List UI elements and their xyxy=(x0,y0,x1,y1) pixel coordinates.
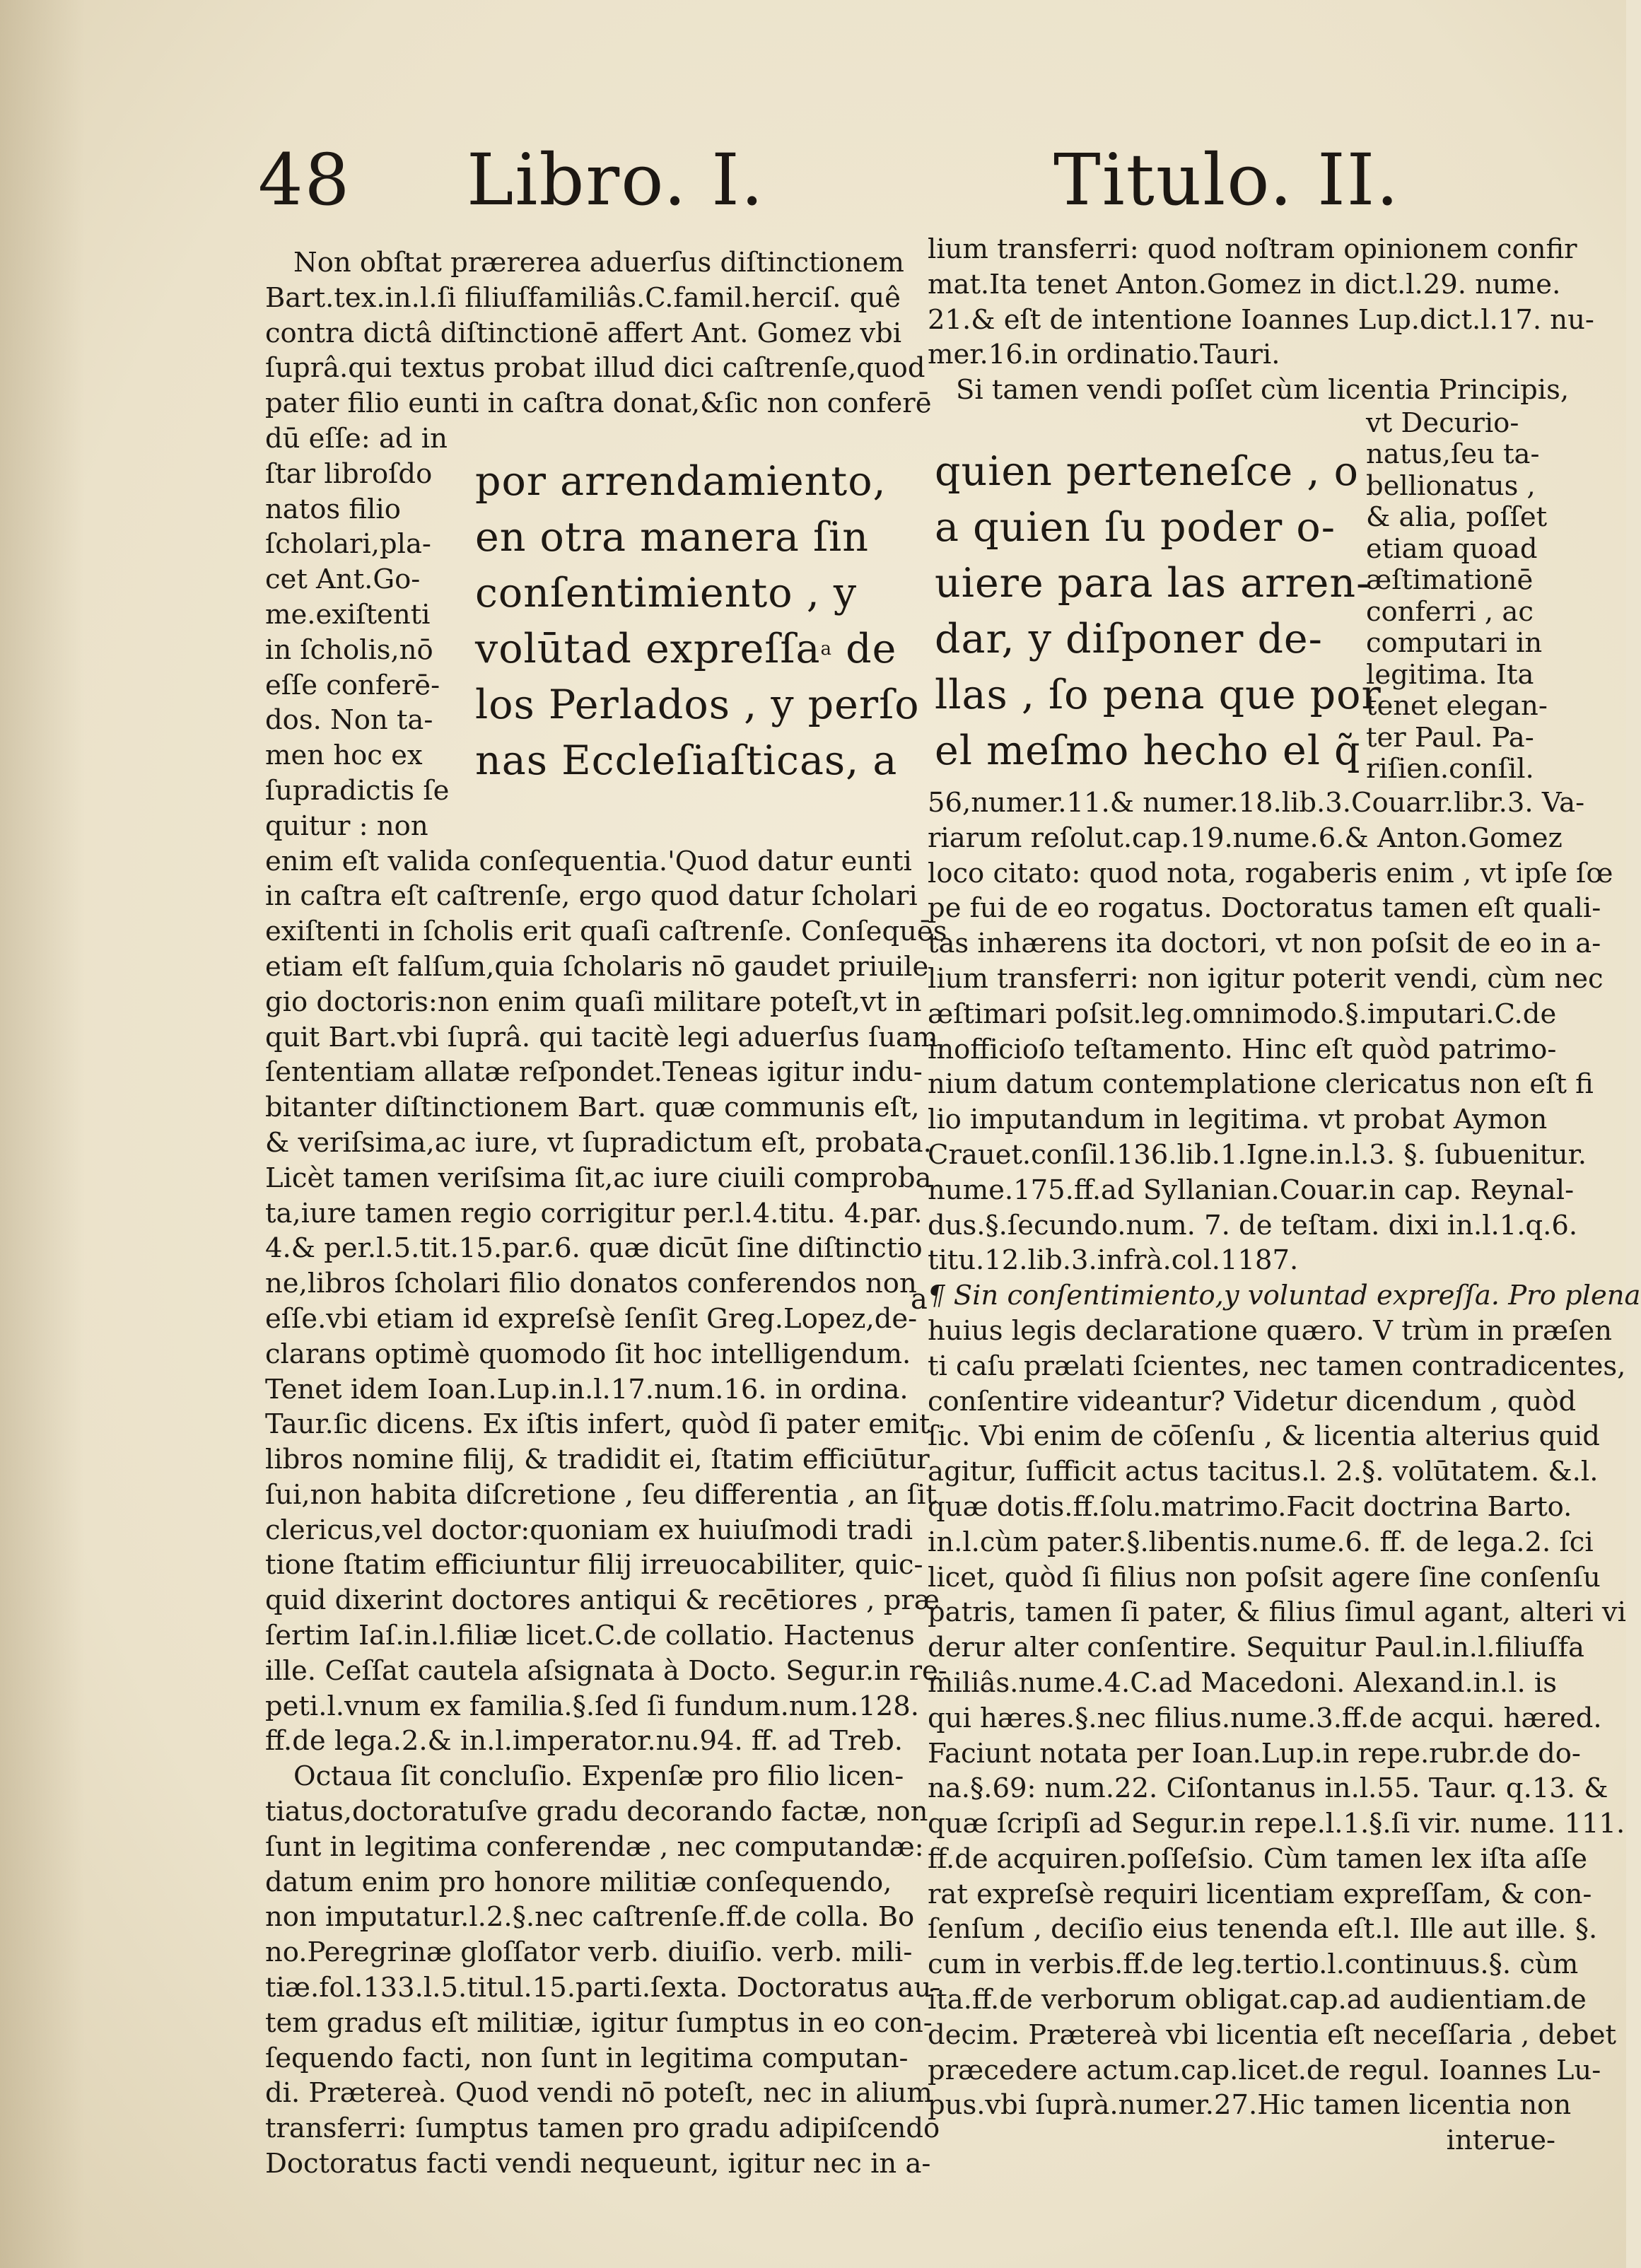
text-line: ne,libros ſcholari filio donatos conferendos non xyxy=(265,1268,917,1300)
text-line: dus.§.ſecundo.num. 7. de teſtam. dixi in.l.1.q.6. xyxy=(928,1209,1578,1241)
text-line: ter Paul. Pa- xyxy=(1366,721,1534,754)
text-line: natos filio xyxy=(265,493,401,525)
text-line: non imputatur.l.2.§.nec caſtrenſe.ff.de colla. Bo xyxy=(265,1901,915,1934)
text-line: transferri: ſumptus tamen pro gradu adipiſcendo xyxy=(265,2112,940,2145)
text-line: tione ſtatim efficiuntur filij irreuocabiliter, quic- xyxy=(265,1549,923,1582)
law-line xyxy=(475,621,920,677)
text-line: tenet elegan- xyxy=(1366,690,1548,723)
text-line: Octaua ſit concluſio. Expenſæ pro filio licen- xyxy=(293,1760,904,1793)
text-line: na.§.69: num.22. Ciſontanus in.l.55. Taur. q.13. & xyxy=(928,1772,1608,1805)
law-line: por arrendamiento, xyxy=(475,458,887,505)
text-line: æſtimationē xyxy=(1366,564,1534,597)
text-line: Crauet.conſil.136.lib.1.Igne.in.l.3. §. ſubuenitur. xyxy=(928,1138,1587,1171)
text-line: derur alter conſentire. Sequitur Paul.in.l.filiuſfa xyxy=(928,1632,1585,1664)
law-line: conſentimiento , y xyxy=(475,570,858,616)
text-line: etiam quoad xyxy=(1366,532,1538,565)
text-line: me.exiſtenti xyxy=(265,598,431,631)
text-line: clarans optimè quomodo ſit hoc intelligendum. xyxy=(265,1338,911,1370)
text-line: dos. Non ta- xyxy=(265,704,433,737)
text-line: enim eſt valida conſequentia.'Quod datur eunti xyxy=(265,845,912,877)
text-line: quid dixerint doctores antiqui & recētiores , præ xyxy=(265,1584,940,1617)
text-line: no.Peregrinæ gloſſator verb. diuiſio. verb. mili- xyxy=(265,1936,913,1969)
running-head-book: Libro. I. xyxy=(467,139,765,221)
text-line: conſentire videantur? Videtur dicendum , quòd xyxy=(928,1385,1577,1418)
text-line: & alia, poſſet xyxy=(1366,501,1548,534)
text-line: lium transferri: non igitur poterit vendi, cùm nec xyxy=(928,962,1604,995)
law-line: los Perlados , y perſo xyxy=(475,682,920,728)
text-line: ſenſum , deciſio eius tenenda eſt.l. Ille aut ille. §. xyxy=(928,1913,1598,1946)
text-line: ſertim Iaſ.in.l.filiæ licet.C.de collatio. Hactenus xyxy=(265,1620,915,1652)
text-line: Bart.tex.in.l.ſi filiuſfamiliâs.C.famil.herciſ. quê xyxy=(265,281,901,314)
text-line: miliâs.nume.4.C.ad Macedoni. Alexand.in.l. is xyxy=(928,1666,1557,1699)
text-line: quit Bart.vbi ſuprâ. qui tacitè legi aduerſus ſuam xyxy=(265,1021,938,1053)
law-line: nas Eccleſiaſticas, a xyxy=(475,737,898,784)
text-line: quæ dotis.ff.ſolu.matrimo.Facit doctrina Barto. xyxy=(928,1490,1572,1523)
text-line: ta,iure tamen regio corrigitur per.l.4.titu. 4.par. xyxy=(265,1197,923,1229)
text-line: ſtar libroſdo xyxy=(265,457,433,490)
text-line: eſſe.vbi etiam id expreſsè ſenſit Greg.Lopez,de- xyxy=(265,1302,918,1335)
text-line: di. Prætereà. Quod vendi nō poteſt, nec in alium xyxy=(265,2077,933,2110)
text-line: mat.Ita tenet Anton.Gomez in dict.l.29. nume. xyxy=(928,268,1561,300)
text-line: pus.vbi ſuprà.numer.27.Hic tamen licentia non xyxy=(928,2089,1572,2122)
text-line: ſuprâ.qui textus probat illud dici caſtrenſe,quod xyxy=(265,352,925,385)
text-line: qui hæres.§.nec filius.nume.3.ff.de acqui. hæred. xyxy=(928,1702,1602,1734)
text-line: tem gradus eſt militiæ, igitur ſumptus in eo con- xyxy=(265,2006,933,2039)
text-line: tas inhærens ita doctori, vt non poſsit de eo in a- xyxy=(928,928,1601,960)
text-line: cum in verbis.ff.de leg.tertio.l.continuus.§. cùm xyxy=(928,1948,1579,1981)
footnote-marker: a xyxy=(820,638,832,660)
text-line: ſequendo facti, non ſunt in legitima computan- xyxy=(265,2042,909,2074)
law-line: dar, y diſponer de- xyxy=(935,616,1323,662)
text-line: Non obſtat prærerea aduerſus diſtinctionem xyxy=(293,247,904,279)
text-line: ſic. Vbi enim de cōſenſu , & licentia alterius quid xyxy=(928,1420,1600,1453)
text-line: computari in xyxy=(1366,627,1543,660)
text-line: riſien.conſil. xyxy=(1366,753,1534,785)
text-line: rat expreſsè requiri licentiam expreſſam, & con- xyxy=(928,1878,1592,1910)
text-line: libros nomine filij, & tradidit ei, ſtatim efficiūtur xyxy=(265,1444,930,1476)
text-line: pater filio eunti in caſtra donat,&ſic non conferē xyxy=(265,387,932,420)
law-line: uiere para las arren- xyxy=(935,560,1371,607)
text-line: cet Ant.Go- xyxy=(265,563,421,596)
text-line: eſſe conferē- xyxy=(265,669,440,701)
text-line: in.l.cùm pater.§.libentis.nume.6. ff. de lega.2. ſci xyxy=(928,1526,1594,1558)
text-line: peti.l.vnum ex familia.§.ſed ſi fundum.num.128. xyxy=(265,1690,919,1722)
text-line: Taur.ſic dicens. Ex iſtis infert, quòd ſi pater emit xyxy=(265,1408,930,1441)
right-narrow-block xyxy=(1366,408,1557,785)
text-line: quæ ſcripſi ad Segur.in repe.l.1.§.ſi vir. nume. 111. xyxy=(928,1808,1625,1840)
text-line: clericus,vel doctor:quoniam ex huiuſmodi tradi xyxy=(265,1514,913,1546)
text-line: ſupradictis ſe xyxy=(265,774,450,807)
text-line: natus,ſeu ta- xyxy=(1366,438,1540,471)
text-line: lium transferri: quod noſtram opinionem confir xyxy=(928,233,1577,265)
text-line: Faciunt notata per Ioan.Lup.in repe.rubr.de do- xyxy=(928,1737,1581,1770)
margin-marker: a xyxy=(911,1283,928,1316)
text-line: men hoc ex xyxy=(265,740,423,772)
page-shadow xyxy=(0,0,85,2268)
text-line: pe fui de eo rogatus. Doctoratus tamen eſt quali- xyxy=(928,892,1601,925)
text-line: huius legis declaratione quæro. V trùm in præſen xyxy=(928,1314,1613,1347)
text-line: licet, quòd ſi filius non poſsit agere ſine conſenſu xyxy=(928,1561,1601,1594)
text-line: ſententiam allatæ reſpondet.Teneas igitur indu- xyxy=(265,1056,923,1089)
text-line: quitur : non xyxy=(265,809,428,842)
text-line: ita.ff.de verborum obligat.cap.ad audientiam.de xyxy=(928,1984,1587,2016)
text-line: in ſcholis,nō xyxy=(265,633,433,666)
gloss-heading: ¶ Sin conſentimiento,y voluntad expreſſa. Pro plena xyxy=(928,1280,1641,1312)
text-line: contra dictâ diſtinctionē affert Ant. Gomez vbi xyxy=(265,317,902,349)
text-line: exiſtenti in ſcholis erit quaſi caſtrenſe. Conſequēs xyxy=(265,916,947,948)
text-line: lio imputandum in legitima. vt probat Aymon xyxy=(928,1104,1548,1136)
text-line: præcedere actum.cap.licet.de regul. Ioannes Lu- xyxy=(928,2054,1601,2086)
text-line: ff.de lega.2.& in.l.imperator.nu.94. ff. ad Treb. xyxy=(265,1725,903,1758)
page-number: 48 xyxy=(258,139,351,221)
text-line: dū eſſe: ad in xyxy=(265,422,448,455)
text-line: loco citato: quod nota, rogaberis enim , vt ipſe ſœ xyxy=(928,857,1613,889)
text-line: æſtimari poſsit.leg.omnimodo.§.imputari.C.de xyxy=(928,998,1557,1030)
right-column xyxy=(928,232,1641,2158)
text-line: datum enim pro honore militiæ conſequendo, xyxy=(265,1866,892,1898)
text-line: & veriſsima,ac iure, vt ſupradictum eſt, probata. xyxy=(265,1126,932,1159)
text-line: ille. Ceſſat cautela aſsignata à Docto. Segur.in re- xyxy=(265,1654,947,1687)
left-narrow-block xyxy=(265,457,450,844)
catchword: interue- xyxy=(1446,2124,1555,2157)
text-line: tiatus,doctoratuſve gradu decorando factæ, non xyxy=(265,1796,928,1828)
text-line: in caſtra eſt caſtrenſe, ergo quod datur ſcholari xyxy=(265,880,918,913)
law-line-tail: de xyxy=(832,626,897,672)
text-line: vt Decurio- xyxy=(1366,407,1519,439)
text-line: 21.& eſt de intentione Ioannes Lup.dict.l.17. nu- xyxy=(928,303,1594,336)
text-line: Doctoratus facti vendi nequeunt, igitur nec in a- xyxy=(265,2148,931,2180)
text-line: ſunt in legitima conferendæ , nec computandæ: xyxy=(265,1830,924,1863)
text-line: conferri , ac xyxy=(1366,595,1534,628)
text-line: mer.16.in ordinatio.Tauri. xyxy=(928,339,1280,371)
text-line: ti caſu prælati ſcientes, nec tamen contradicentes, xyxy=(928,1350,1626,1382)
text-line: ſui,non habita diſcretione , ſeu differentia , an ſit xyxy=(265,1478,937,1511)
law-text-left xyxy=(475,454,920,789)
text-line: bitanter diſtinctionem Bart. quæ communis eſt, xyxy=(265,1092,920,1124)
text-line: etiam eſt falſum,quia ſcholaris nō gaudet priuile xyxy=(265,950,929,983)
law-line: el meſmo hecho el q̃ xyxy=(935,727,1361,774)
text-line: 4.& per.l.5.tit.15.par.6. quæ dicūt ſine diſtinctio xyxy=(265,1232,923,1265)
text-line: inofficioſo teſtamento. Hinc eſt quòd patrimo- xyxy=(928,1033,1557,1065)
law-line: a quien ſu poder o- xyxy=(935,504,1336,551)
running-head-title: Titulo. II. xyxy=(1053,139,1401,221)
text-line: 56,numer.11.& numer.18.lib.3.Couarr.libr.3. Va- xyxy=(928,786,1585,819)
text-line: agitur, ſufficit actus tacitus.l. 2.§. volūtatem. &.l. xyxy=(928,1456,1599,1488)
text-line: bellionatus , xyxy=(1366,469,1536,502)
law-line-text: volūtad expreſſa xyxy=(475,626,821,672)
text-line: patris, tamen ſi pater, & filius ſimul agant, alteri vi xyxy=(928,1596,1626,1629)
text-line: gio doctoris:non enim quaſi militare poteſt,vt in xyxy=(265,986,922,1018)
text-line: Licèt tamen veriſsima ſit,ac iure ciuili comproba xyxy=(265,1162,932,1194)
law-line: en otra manera ſin xyxy=(475,514,869,561)
text-line: titu.12.lib.3.infrà.col.1187. xyxy=(928,1244,1299,1277)
text-line: riarum reſolut.cap.19.nume.6.& Anton.Gomez xyxy=(928,822,1563,854)
law-line: quien perteneſce , o xyxy=(935,448,1359,495)
text-line: legitima. Ita xyxy=(1366,658,1534,691)
law-line: llas , ſo pena que por xyxy=(935,672,1382,718)
text-line: ſcholari,pla- xyxy=(265,528,431,561)
text-line: decim. Prætereà vbi licentia eſt neceſſaria , debet xyxy=(928,2018,1616,2051)
text-line: Si tamen vendi poſſet cùm licentia Principis, xyxy=(956,374,1570,407)
text-line: tiæ.fol.133.l.5.titul.15.parti.ſexta. Doctoratus au- xyxy=(265,1972,941,2004)
text-line: Tenet idem Ioan.Lup.in.l.17.num.16. in ordina. xyxy=(265,1373,909,1405)
text-line: nume.175.ff.ad Syllanian.Couar.in cap. Reynal- xyxy=(928,1174,1575,1206)
text-line: ff.de acquiren.poſſeſsio. Cùm tamen lex iſta aſſe xyxy=(928,1842,1588,1875)
text-line: nium datum contemplatione clericatus non eſt fi xyxy=(928,1068,1594,1101)
